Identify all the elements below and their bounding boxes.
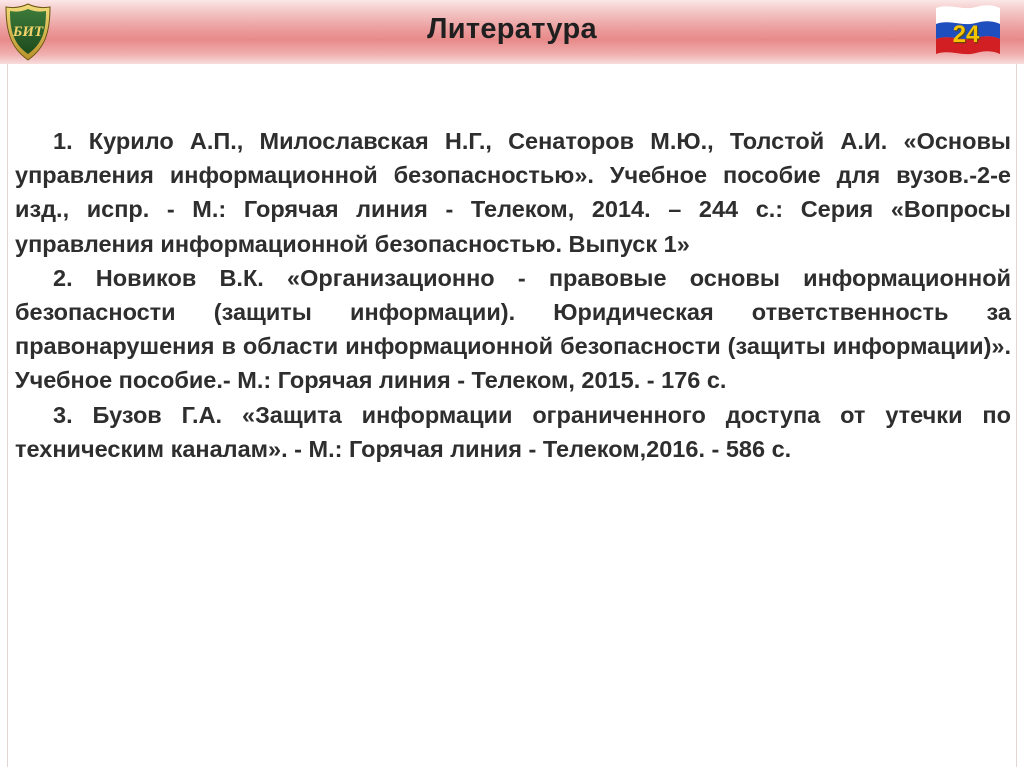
frame-left-border: [7, 64, 8, 767]
page-number: 24: [952, 21, 980, 48]
page-title: Литература: [427, 13, 597, 45]
frame-right-border: [1016, 64, 1017, 767]
references-list: [15, 124, 1011, 466]
reference-item: 1. Курило А.П., Милославская Н.Г., Сенаторов М.Ю., Толстой А.И. «Основы управления информационной безопасностью». Учебное пособие для вузов.-2-е изд., испр. - М.: Горячая линия - Телеком, 2014. – 244 с.: Серия «Вопросы управления информационной безопасностью. Выпуск 1»: [15, 128, 1011, 257]
emblem-text: БИТ: [12, 24, 44, 40]
header-band: [0, 0, 1024, 64]
reference-item: 3. Бузов Г.А. «Защита информации ограниченного доступа от утечки по техническим каналам». - М.: Горячая линия - Телеком,2016. - 586 с.: [15, 401, 1011, 462]
reference-item: 2. Новиков В.К. «Организационно - правовые основы информационной безопасности (защиты информации). Юридическая ответственность за правонарушения в области информационной безопасности (защиты информации)». Учебное пособие.- М.: Горячая линия - Телеком, 2015. - 176 с.: [15, 264, 1011, 394]
